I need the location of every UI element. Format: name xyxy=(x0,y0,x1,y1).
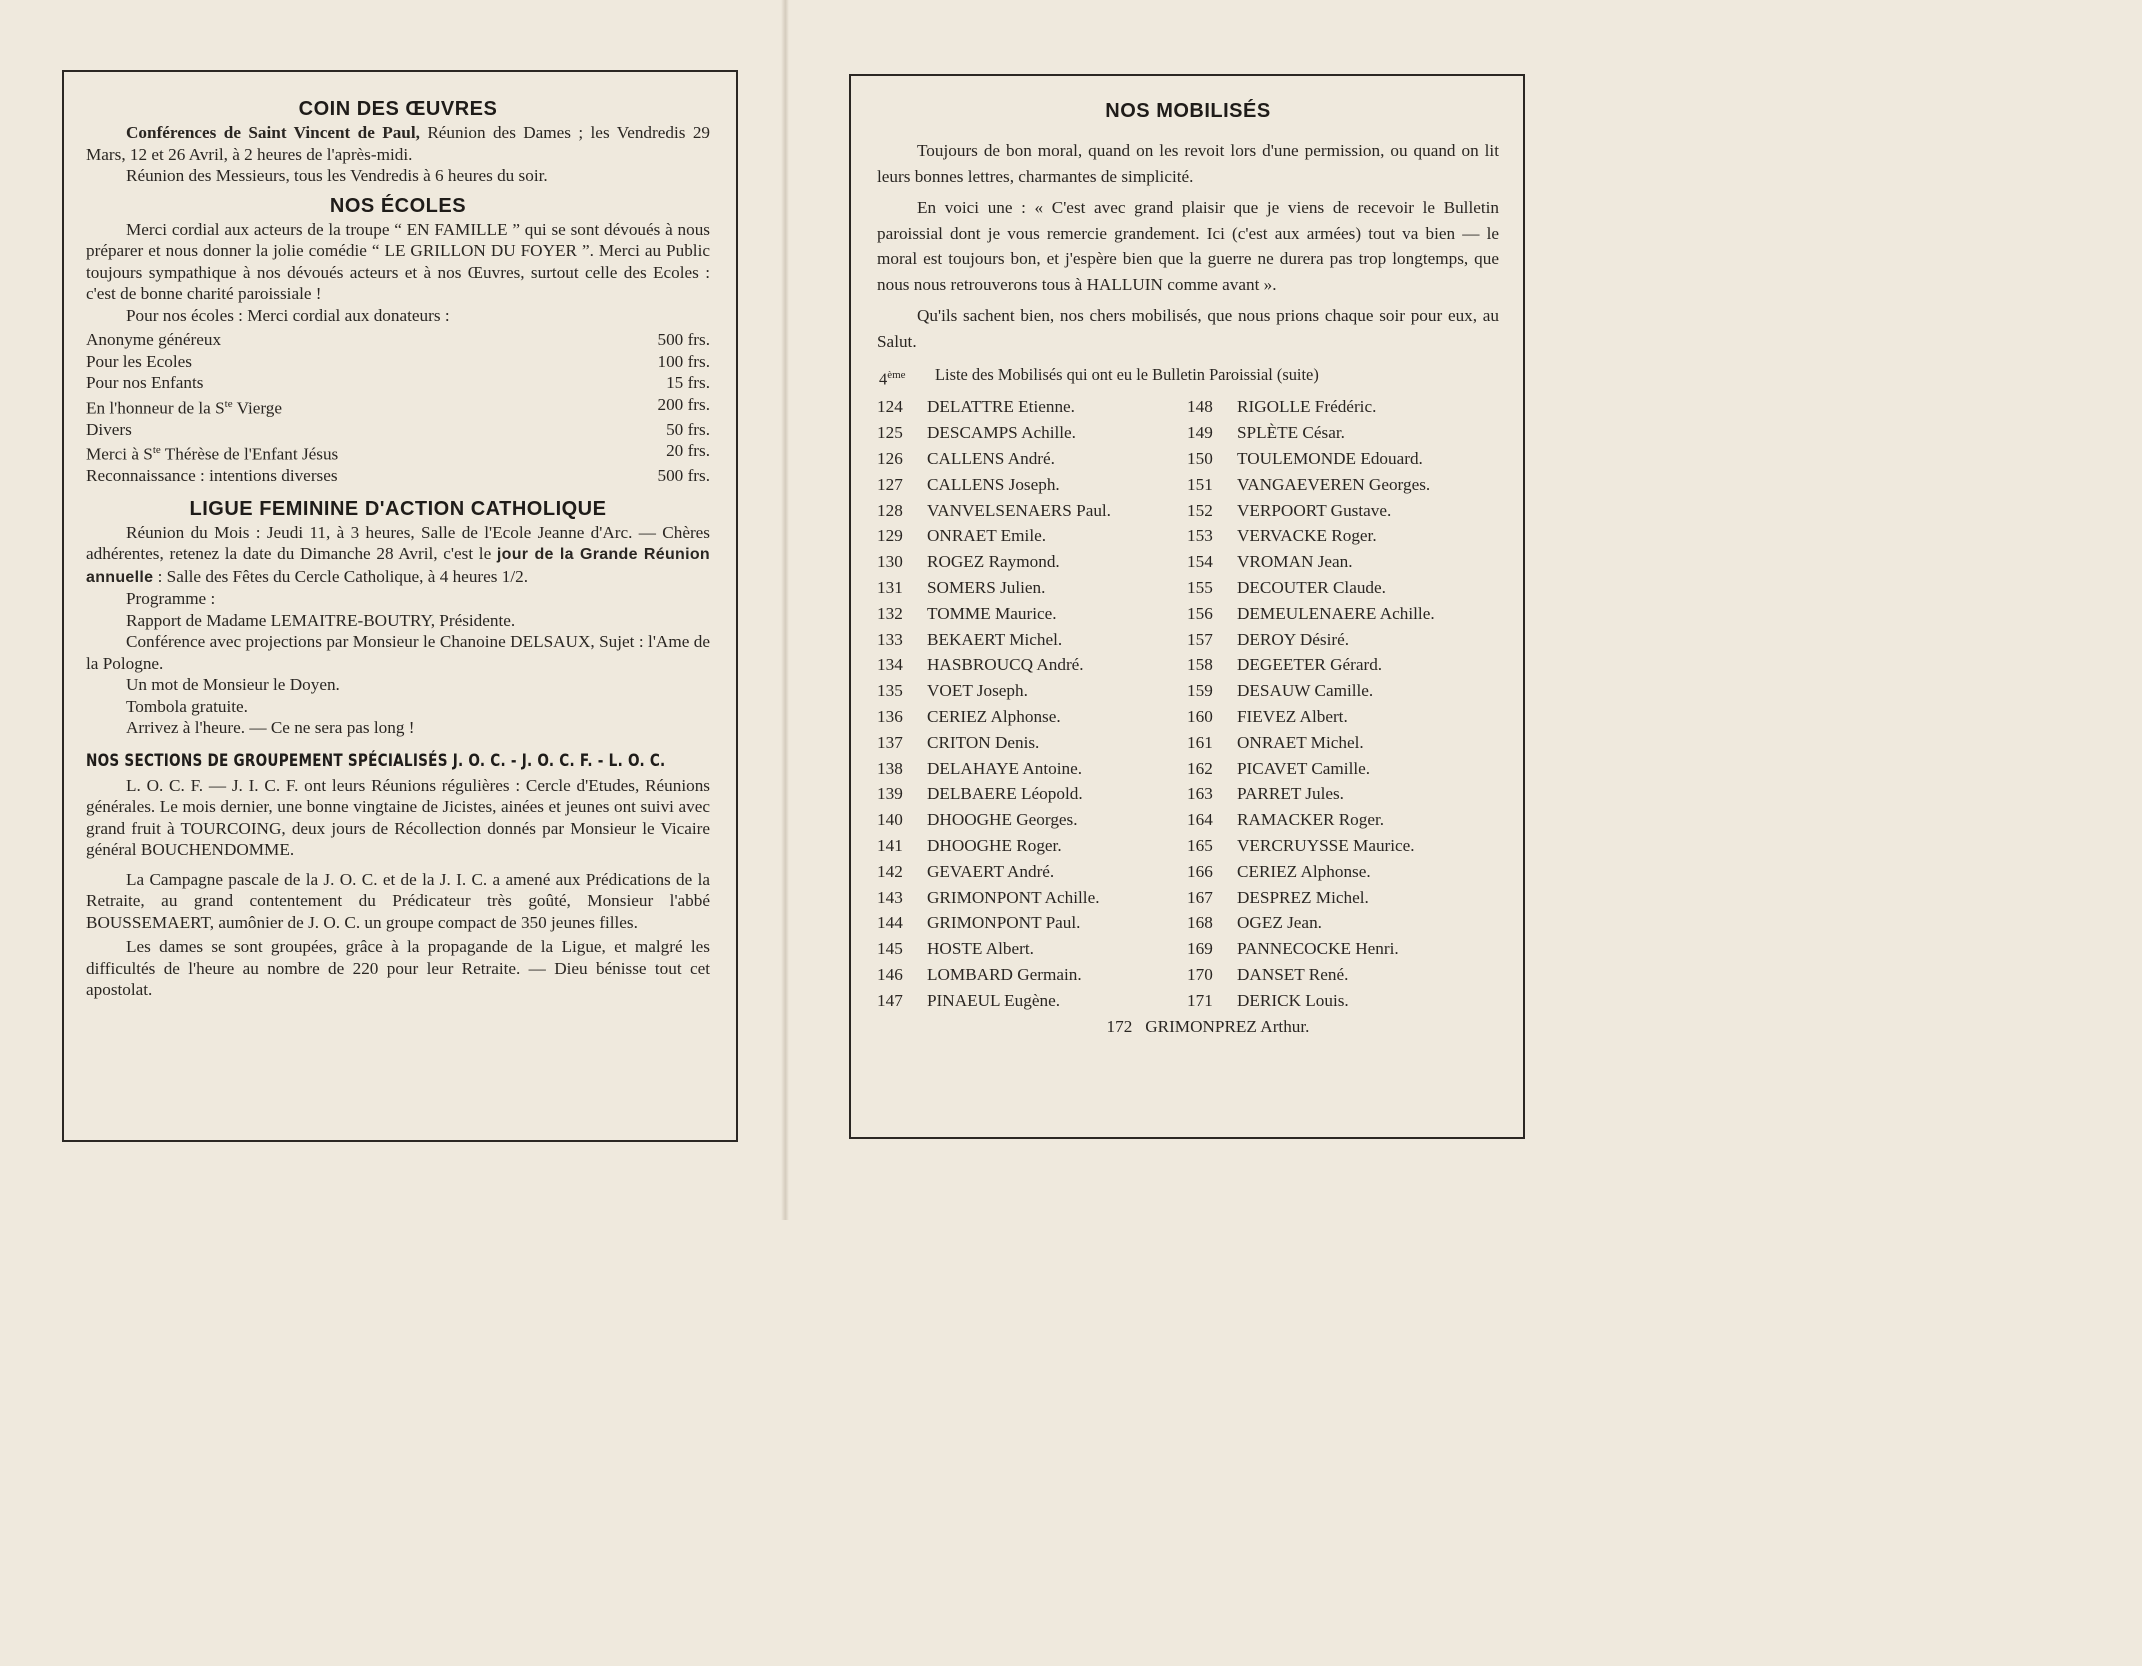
donation-row xyxy=(86,394,710,419)
mobilise-entry xyxy=(1187,910,1517,936)
mobilise-name: GRIMONPONT Achille. xyxy=(927,887,1100,907)
mobilise-name: CRITON Denis. xyxy=(927,732,1040,752)
donation-label: Reconnaissance : intentions diverses xyxy=(86,466,338,486)
mobilise-number: 149 xyxy=(1187,423,1213,443)
mobilise-number: 139 xyxy=(877,784,903,804)
mobilise-number: 159 xyxy=(1187,681,1213,701)
donation-label-b: Vierge xyxy=(232,398,283,418)
mobilise-entry xyxy=(877,394,1187,420)
donation-label xyxy=(86,394,282,419)
ligue-p1-b: : Salle des Fêtes du Cercle Catholique, à 4 heures 1/2. xyxy=(153,566,529,586)
mobilise-number: 158 xyxy=(1187,655,1213,675)
right-page-panel xyxy=(849,74,1525,1139)
mobilise-number: 137 xyxy=(877,732,903,752)
oeuvres-line-2: Réunion des Messieurs, tous les Vendredis à 6 heures du soir. xyxy=(126,166,548,185)
donation-label-b: Thérèse de l'Enfant Jésus xyxy=(160,444,339,464)
mobilise-number: 143 xyxy=(877,887,903,907)
donation-label-sup: te xyxy=(152,444,161,457)
ligue-p1-bold: jour de la Grande Réunion annuelle xyxy=(86,546,711,586)
mobilise-number: 165 xyxy=(1187,836,1213,856)
mobilise-name: TOULEMONDE Edouard. xyxy=(1237,449,1423,469)
mobilise-entry xyxy=(1187,523,1517,549)
section-title-oeuvres: COIN DES ŒUVRES xyxy=(298,98,498,120)
mobilise-name: ONRAET Michel. xyxy=(1237,732,1364,752)
mobilise-name: DERICK Louis. xyxy=(1237,990,1349,1010)
mobilises-last-entry xyxy=(877,1014,1499,1039)
mobilise-name: PARRET Jules. xyxy=(1237,784,1344,804)
oeuvres-lead-bold: Conférences de Saint Vincent de Paul, xyxy=(126,123,420,142)
mobilise-number: 141 xyxy=(877,836,903,856)
ligue-item-3: Un mot de Monsieur le Doyen. xyxy=(126,675,340,695)
mobilises-paragraph-1: Toujours de bon moral, quand on les revoit lors d'une permission, ou quand on lit leurs bonnes lettres, charmantes de simplicité. xyxy=(877,141,1499,186)
mobilise-number: 133 xyxy=(877,629,903,649)
mobilise-number: 167 xyxy=(1187,887,1213,907)
mobilise-name: HOSTE Albert. xyxy=(927,939,1034,959)
mobilise-number: 161 xyxy=(1187,732,1213,752)
mobilise-entry xyxy=(877,988,1187,1014)
mobilise-entry xyxy=(877,885,1187,911)
mobilise-name: DESCAMPS Achille. xyxy=(927,423,1076,443)
mobilise-name: DESPREZ Michel. xyxy=(1237,887,1369,907)
mobilise-entry xyxy=(877,807,1187,833)
mobilises-paragraph-2: En voici une : « C'est avec grand plaisir que je viens de recevoir le Bulletin paroissial dont je vous remercie grandement. Ici (c'est aux armées) tout va bien — le moral est toujours bon, et j'espère bien que la guerre ne durera pas trop longtemps, que nous nous retrouverons tous à HALLUIN comme avant ». xyxy=(877,198,1499,294)
mobilise-entry xyxy=(1187,704,1517,730)
mobilise-name: PICAVET Camille. xyxy=(1237,758,1371,778)
mobilises-column-2 xyxy=(1187,394,1517,1013)
mobilise-number: 131 xyxy=(877,578,903,598)
mobilise-name: ROGEZ Raymond. xyxy=(927,552,1060,572)
mobilise-name: VERCRUYSSE Maurice. xyxy=(1237,836,1415,856)
ligue-programme: Programme : xyxy=(126,589,216,609)
page-fold xyxy=(781,0,789,1220)
mobilise-entry xyxy=(877,652,1187,678)
mobilise-number: 150 xyxy=(1187,449,1213,469)
mobilise-name: SPLÈTE César. xyxy=(1237,423,1345,443)
mobilise-number: 124 xyxy=(877,397,903,417)
mobilise-entry xyxy=(1187,394,1517,420)
donation-row xyxy=(86,329,710,351)
ligue-item-4: Tombola gratuite. xyxy=(126,696,248,716)
sections-paragraph-3: Les dames se sont groupées, grâce à la propagande de la Ligue, et malgré les difficultés de l'heure au nombre de 220 pour leur Retraite. — Dieu bénisse tout cet apostolat. xyxy=(86,937,710,1000)
donation-label: Divers xyxy=(86,419,132,439)
sections-paragraph-1: L. O. C. F. — J. I. C. F. ont leurs Réunions régulières : Cercle d'Etudes, Réunions générales. Le mois dernier, une bonne vingtaine de Jicistes, ainées et jeunes ont suivi avec grand fruit à TOURCOING, deux jours de Récollection donnés par Monsieur le Vicaire général BOUCHENDOMME. xyxy=(86,775,710,860)
mobilise-number: 169 xyxy=(1187,939,1213,959)
donations-list xyxy=(86,329,710,487)
mobilise-number: 157 xyxy=(1187,629,1213,649)
mobilise-entry xyxy=(1187,859,1517,885)
mobilise-entry xyxy=(1187,936,1517,962)
mobilise-name: VANGAEVEREN Georges. xyxy=(1237,474,1431,494)
mobilise-name: VROMAN Jean. xyxy=(1237,552,1353,572)
mobilise-name: GEVAERT André. xyxy=(927,861,1055,881)
mobilise-name: DEROY Désiré. xyxy=(1237,629,1350,649)
mobilise-number: 147 xyxy=(877,990,903,1010)
mobilise-number: 130 xyxy=(877,552,903,572)
donors-intro: Pour nos écoles : Merci cordial aux donateurs : xyxy=(126,305,450,325)
donation-label: Pour les Ecoles xyxy=(86,351,192,371)
mobilise-name: DHOOGHE Roger. xyxy=(927,836,1062,856)
mobilise-number: 153 xyxy=(1187,526,1213,546)
mobilise-entry xyxy=(1187,575,1517,601)
left-page-panel xyxy=(62,70,738,1142)
mobilise-entry xyxy=(877,704,1187,730)
mobilise-name: VERPOORT Gustave. xyxy=(1237,500,1392,520)
mobilise-name: DELBAERE Léopold. xyxy=(927,784,1083,804)
mobilise-number: 138 xyxy=(877,758,903,778)
donation-row xyxy=(86,372,710,394)
ligue-item-5: Arrivez à l'heure. — Ce ne sera pas long ! xyxy=(126,718,415,738)
mobilise-entry xyxy=(1187,601,1517,627)
mobilise-number: 144 xyxy=(877,913,903,933)
mobilise-name: PANNECOCKE Henri. xyxy=(1237,939,1399,959)
section-title-ligue: LIGUE FEMININE D'ACTION CATHOLIQUE xyxy=(189,497,607,520)
ecoles-paragraph-1: Merci cordial aux acteurs de la troupe “ EN FAMILLE ” qui se sont dévoués à nous préparer et nous donner la jolie comédie “ LE GRILLON DU FOYER ”. Merci au Public toujours sympathique à nos dévoués acteurs et à nos Œuvres, surtout celle des Ecoles : c'est de bonne charité paroissiale ! xyxy=(86,219,710,303)
ligue-item-2: Conférence avec projections par Monsieur le Chanoine DELSAUX, Sujet : l'Ame de la Pologne. xyxy=(86,632,710,673)
donation-label: Pour nos Enfants xyxy=(86,373,204,392)
donation-row xyxy=(86,465,710,487)
mobilise-number: 168 xyxy=(1187,913,1213,933)
mobilise-name: CALLENS André. xyxy=(927,449,1055,469)
donation-amount: 15 frs. xyxy=(666,373,710,392)
mobilise-name: DELATTRE Etienne. xyxy=(927,397,1075,417)
mobilise-entry xyxy=(1187,730,1517,756)
mobilise-entry xyxy=(877,730,1187,756)
mobilise-entry xyxy=(1187,652,1517,678)
donation-amount: 100 frs. xyxy=(657,351,710,371)
donation-amount: 20 frs. xyxy=(666,441,710,461)
mobilise-name: OGEZ Jean. xyxy=(1237,913,1322,933)
mobilise-number: 127 xyxy=(877,474,903,494)
mobilise-number: 163 xyxy=(1187,784,1213,804)
mobilise-number: 145 xyxy=(877,939,903,959)
oeuvres-line-1: Réunion des Dames ; les Vendredis 29 Mars, 12 et 26 Avril, à 2 heures de l'après-midi. xyxy=(86,123,711,164)
mobilise-name: DHOOGHE Georges. xyxy=(927,810,1078,830)
last-entry-name: GRIMONPREZ Arthur. xyxy=(1145,1016,1310,1036)
mobilise-name: VERVACKE Roger. xyxy=(1237,526,1377,546)
mobilise-number: 128 xyxy=(877,500,903,520)
mobilise-entry xyxy=(877,549,1187,575)
mobilise-name: FIEVEZ Albert. xyxy=(1237,707,1348,727)
mobilise-number: 135 xyxy=(877,681,903,701)
mobilise-entry xyxy=(1187,988,1517,1014)
list-number-digit: 4 xyxy=(879,369,888,389)
mobilise-number: 151 xyxy=(1187,474,1213,494)
mobilise-name: LOMBARD Germain. xyxy=(927,965,1082,984)
mobilise-number: 155 xyxy=(1187,578,1213,598)
mobilise-number: 146 xyxy=(877,965,903,984)
mobilise-number: 125 xyxy=(877,423,903,443)
donation-row xyxy=(86,419,710,441)
mobilise-number: 164 xyxy=(1187,810,1213,830)
ligue-paragraph-1 xyxy=(86,522,710,589)
mobilise-entry xyxy=(877,756,1187,782)
list-title xyxy=(877,364,1499,390)
list-number xyxy=(877,364,935,390)
mobilise-entry xyxy=(1187,420,1517,446)
mobilise-name: DEMEULENAERE Achille. xyxy=(1237,603,1435,623)
mobilise-entry xyxy=(877,781,1187,807)
section-title-mobilises: NOS MOBILISÉS xyxy=(1105,100,1271,122)
mobilise-name: SOMERS Julien. xyxy=(927,578,1046,598)
mobilise-entry xyxy=(877,472,1187,498)
mobilise-entry xyxy=(877,859,1187,885)
mobilise-entry xyxy=(1187,678,1517,704)
mobilise-number: 170 xyxy=(1187,965,1213,984)
mobilise-entry xyxy=(1187,807,1517,833)
mobilise-entry xyxy=(877,446,1187,472)
mobilise-entry xyxy=(1187,962,1517,988)
list-title-text: Liste des Mobilisés qui ont eu le Bulletin Paroissial (suite) xyxy=(935,365,1319,384)
mobilise-name: CALLENS Joseph. xyxy=(927,474,1060,494)
mobilise-entry xyxy=(877,420,1187,446)
mobilise-entry xyxy=(877,936,1187,962)
mobilise-entry xyxy=(1187,472,1517,498)
donation-row xyxy=(86,440,710,465)
mobilise-name: VOET Joseph. xyxy=(927,681,1028,701)
mobilise-name: GRIMONPONT Paul. xyxy=(927,913,1081,933)
sections-paragraph-2: La Campagne pascale de la J. O. C. et de la J. I. C. a amené aux Prédications de la Retraite, au grand contentement du Prédicateur très goûté, Monsieur l'abbé BOUSSEMAERT, aumônier de J. O. C. un groupe compact de 350 jeunes filles. xyxy=(86,869,710,932)
mobilise-number: 162 xyxy=(1187,758,1213,778)
mobilise-number: 160 xyxy=(1187,707,1213,727)
mobilise-entry xyxy=(1187,756,1517,782)
mobilise-entry xyxy=(1187,446,1517,472)
list-number-suffix: ème xyxy=(887,369,906,381)
mobilise-entry xyxy=(877,910,1187,936)
donation-label: Anonyme généreux xyxy=(86,330,222,349)
mobilise-name: RIGOLLE Frédéric. xyxy=(1237,397,1377,417)
mobilise-name: ONRAET Emile. xyxy=(927,526,1047,546)
mobilise-number: 142 xyxy=(877,861,903,881)
mobilise-entry xyxy=(1187,781,1517,807)
mobilises-column-1 xyxy=(877,394,1187,1013)
donation-amount: 200 frs. xyxy=(657,394,710,414)
ligue-p1-a: Réunion du Mois : Jeudi 11, à 3 heures, Salle de l'Ecole Jeanne d'Arc. — Chères adhérentes, retenez la date du Dimanche 28 Avril, c'est le xyxy=(86,522,710,564)
oeuvres-paragraph-1 xyxy=(86,122,710,165)
mobilise-number: 136 xyxy=(877,707,903,727)
mobilise-name: DESAUW Camille. xyxy=(1237,681,1374,701)
mobilise-number: 154 xyxy=(1187,552,1213,572)
mobilise-number: 140 xyxy=(877,810,903,830)
mobilise-name: CERIEZ Alphonse. xyxy=(927,707,1061,727)
ligue-item-1: Rapport de Madame LEMAITRE-BOUTRY, Présidente. xyxy=(126,610,516,630)
section-title-sections: NOS SECTIONS DE GROUPEMENT SPÉCIALISÉS J. O. C. - J. O. C. F. - L. O. C. xyxy=(86,750,666,771)
mobilise-number: 126 xyxy=(877,449,903,469)
mobilise-number: 171 xyxy=(1187,990,1213,1010)
mobilise-entry xyxy=(877,627,1187,653)
mobilise-number: 148 xyxy=(1187,397,1213,417)
section-title-ecoles: NOS ÉCOLES xyxy=(329,194,467,217)
mobilise-number: 134 xyxy=(877,655,903,675)
mobilise-name: PINAEUL Eugène. xyxy=(927,990,1061,1010)
donation-label-a: En l'honneur de la S xyxy=(86,398,225,418)
last-entry-number: 172 xyxy=(1106,1016,1133,1036)
mobilise-name: DANSET René. xyxy=(1237,965,1349,984)
donation-row xyxy=(86,351,710,373)
donation-amount: 500 frs. xyxy=(657,466,710,486)
donation-label-a: Merci à S xyxy=(86,444,153,464)
mobilise-name: TOMME Maurice. xyxy=(927,603,1057,623)
mobilise-name: DECOUTER Claude. xyxy=(1237,578,1386,598)
mobilise-number: 156 xyxy=(1187,603,1213,623)
mobilise-entry xyxy=(877,523,1187,549)
mobilise-name: DELAHAYE Antoine. xyxy=(927,758,1082,778)
mobilise-name: VANVELSENAERS Paul. xyxy=(927,500,1111,520)
mobilise-number: 152 xyxy=(1187,500,1213,520)
mobilise-number: 129 xyxy=(877,526,903,546)
mobilises-paragraph-3: Qu'ils sachent bien, nos chers mobilisés, que nous prions chaque soir pour eux, au Salut. xyxy=(877,306,1499,351)
mobilise-name: RAMACKER Roger. xyxy=(1237,810,1385,830)
mobilise-entry xyxy=(877,601,1187,627)
mobilise-entry xyxy=(1187,833,1517,859)
mobilise-entry xyxy=(877,498,1187,524)
mobilise-name: CERIEZ Alphonse. xyxy=(1237,861,1371,881)
donation-amount: 500 frs. xyxy=(657,330,710,349)
mobilises-grid xyxy=(877,394,1499,1013)
mobilise-entry xyxy=(1187,627,1517,653)
mobilise-entry xyxy=(877,962,1187,988)
mobilise-number: 132 xyxy=(877,603,903,623)
mobilise-number: 166 xyxy=(1187,861,1213,881)
mobilise-name: BEKAERT Michel. xyxy=(927,629,1063,649)
mobilise-entry xyxy=(877,575,1187,601)
donation-amount: 50 frs. xyxy=(666,419,710,439)
mobilise-entry xyxy=(877,833,1187,859)
mobilise-entry xyxy=(1187,498,1517,524)
mobilise-name: DEGEETER Gérard. xyxy=(1237,655,1383,675)
mobilise-name: HASBROUCQ André. xyxy=(927,655,1084,675)
mobilise-entry xyxy=(1187,549,1517,575)
donation-label xyxy=(86,440,338,465)
donation-label-sup: te xyxy=(224,397,233,410)
mobilise-entry xyxy=(877,678,1187,704)
mobilise-entry xyxy=(1187,885,1517,911)
